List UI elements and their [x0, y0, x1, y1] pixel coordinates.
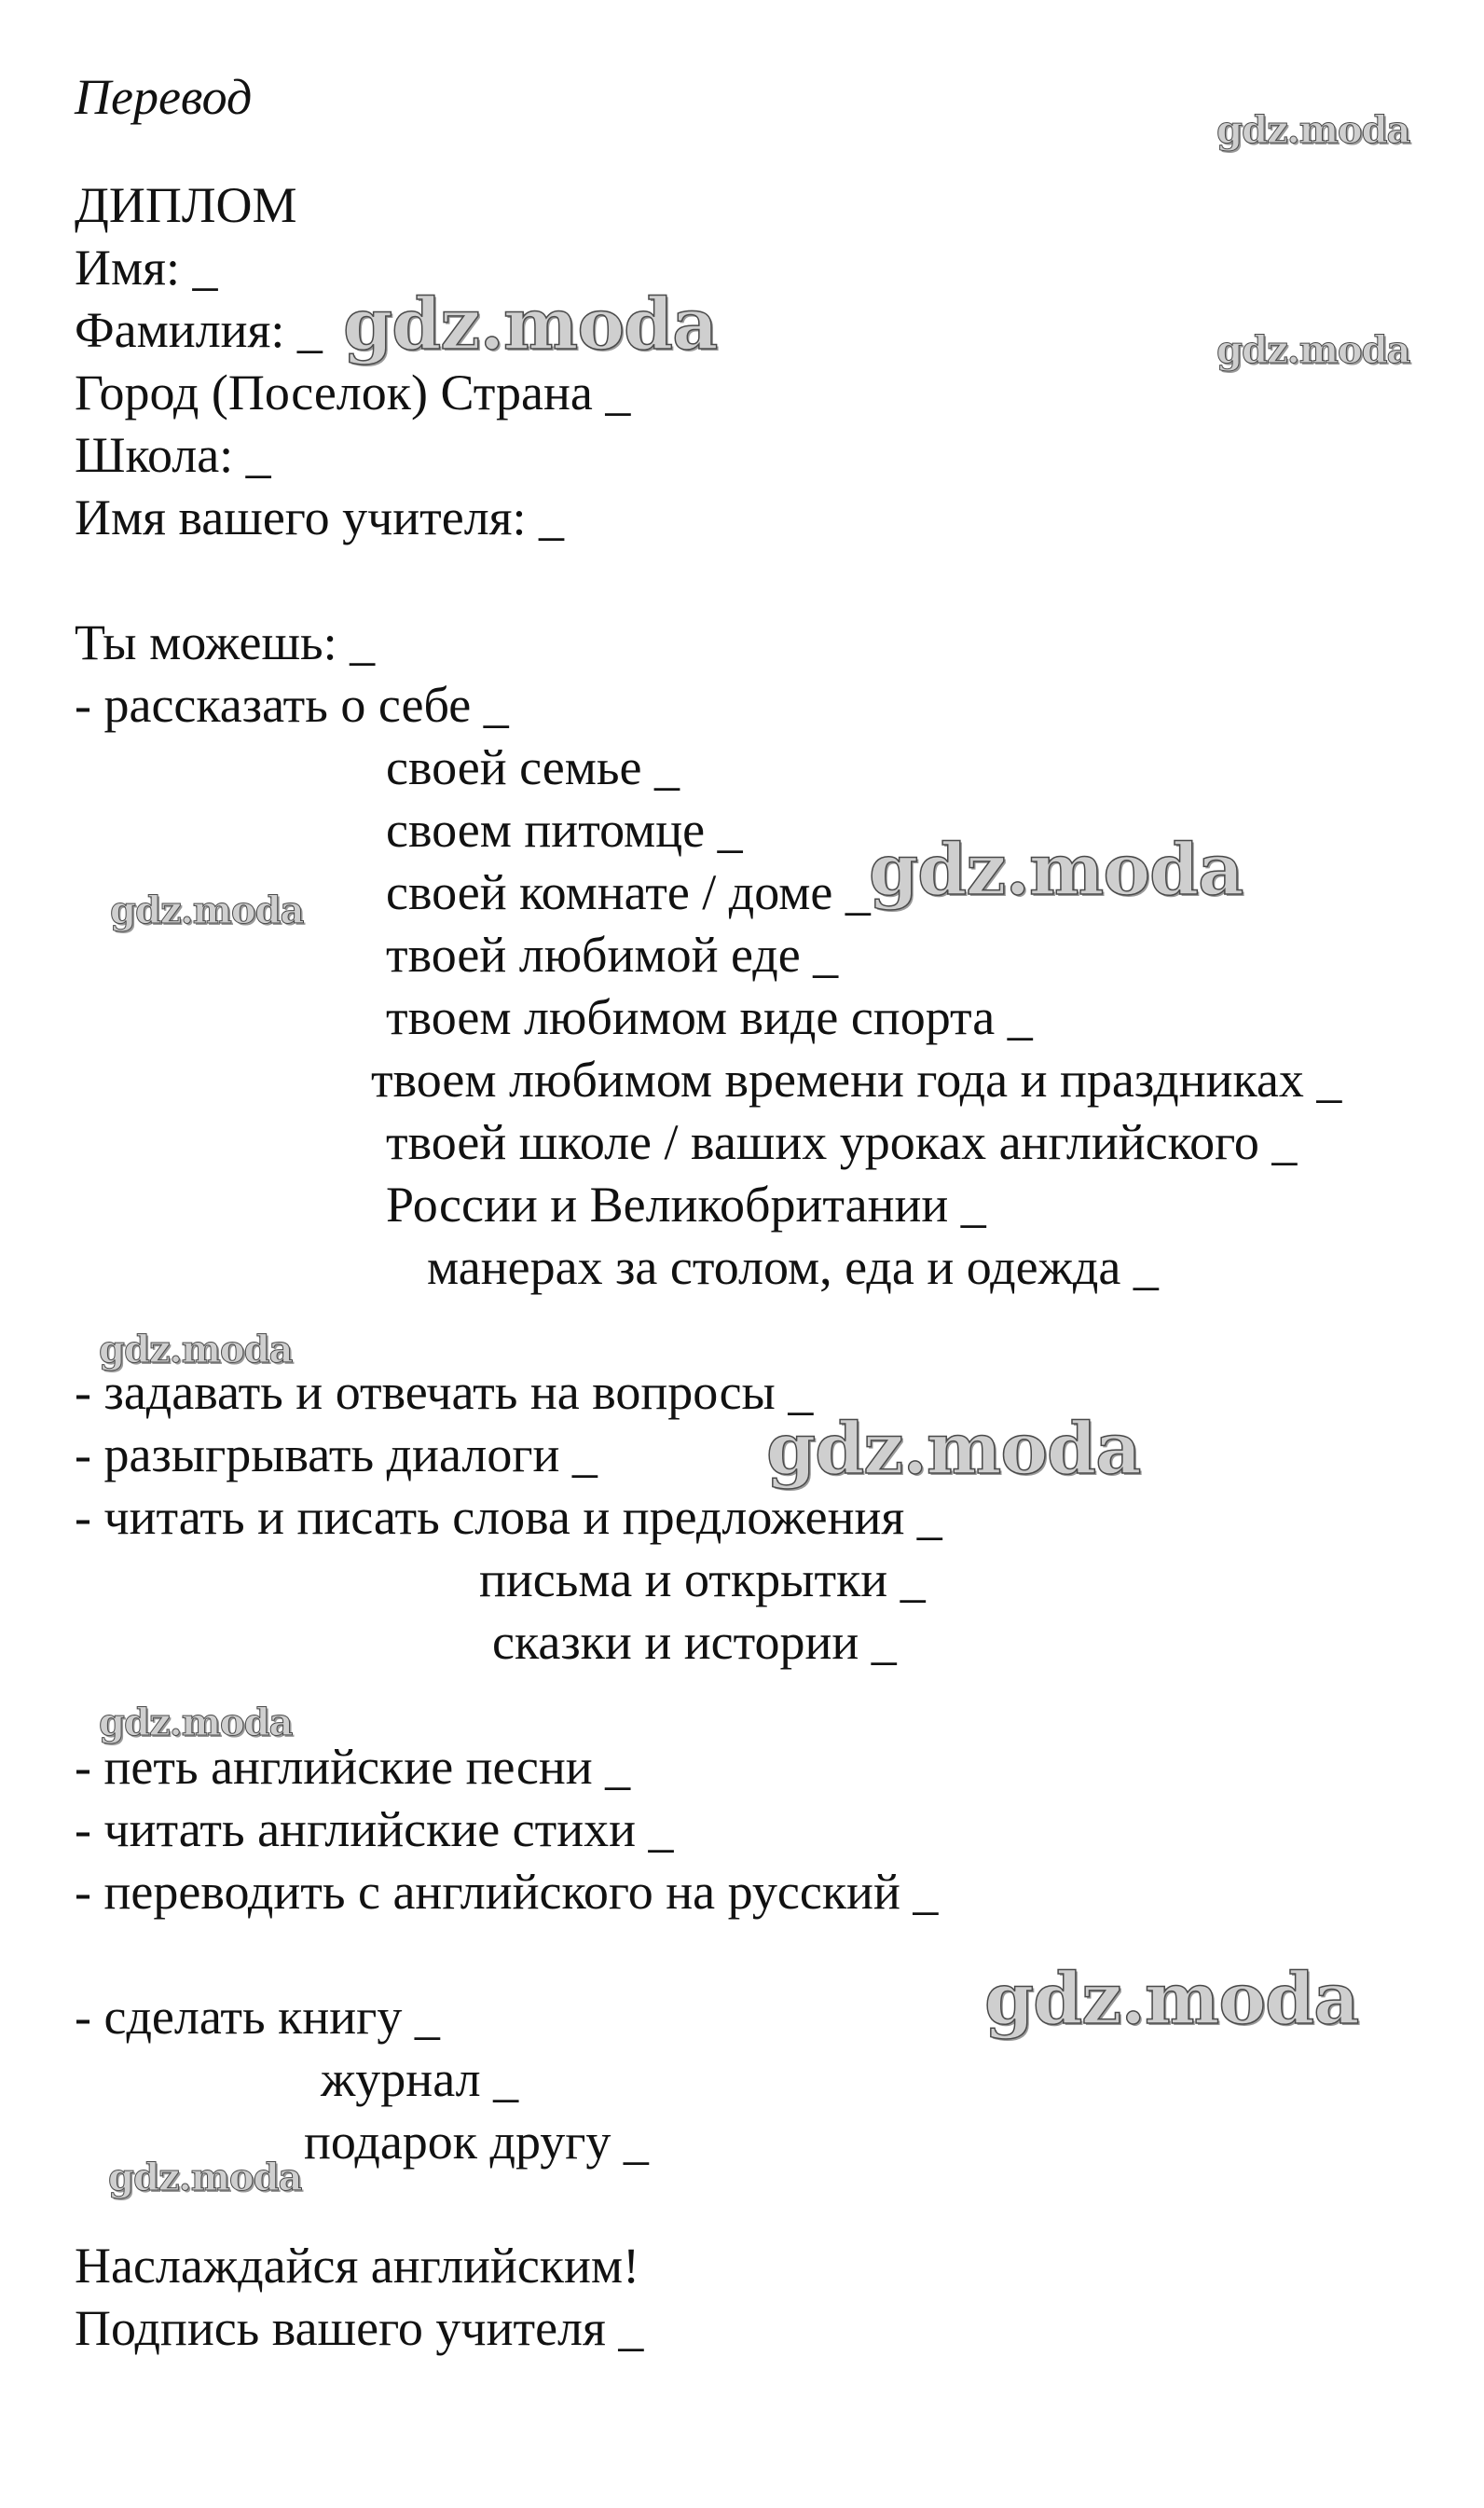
- tell-about-item: твоей школе / ваших уроках английского _: [386, 1114, 1298, 1170]
- can-intro: Ты можешь: _: [75, 614, 376, 670]
- watermark: gdz.moda: [869, 828, 1244, 911]
- watermark: gdz.moda: [1216, 108, 1410, 152]
- diploma-title: ДИПЛОМ: [75, 177, 297, 233]
- skill-item: - разыгрывать диалоги _: [75, 1426, 598, 1482]
- watermark: gdz.moda: [99, 1328, 293, 1371]
- signature-line: Подпись вашего учителя _: [75, 2300, 644, 2356]
- english-skill-item: - читать английские стихи _: [75, 1801, 674, 1857]
- city-field: Город (Поселок) Страна _: [75, 365, 631, 420]
- surname-field: Фамилия: _: [75, 302, 323, 358]
- skill-item: - задавать и отвечать на вопросы _: [75, 1364, 814, 1420]
- watermark: gdz.moda: [343, 282, 718, 365]
- teacher-field: Имя вашего учителя: _: [75, 489, 565, 545]
- tell-about-item: своей комнате / доме _: [386, 864, 871, 920]
- english-skill-item: - петь английские песни _: [75, 1739, 631, 1795]
- read-write-item: сказки и истории _: [492, 1614, 897, 1670]
- closing-line: Наслаждайся английским!: [75, 2238, 640, 2294]
- tell-about-item: твоем любимом времени года и праздниках _: [371, 1052, 1342, 1108]
- watermark: gdz.moda: [1216, 328, 1410, 372]
- make-item: подарок другу _: [304, 2114, 649, 2170]
- tell-about-item: твоем любимом виде спорта _: [386, 989, 1033, 1045]
- school-field: Школа: _: [75, 427, 271, 483]
- read-write-item: письма и открытки _: [479, 1551, 926, 1607]
- tell-about-item: манерах за столом, еда и одежда _: [427, 1239, 1159, 1295]
- watermark: gdz.moda: [766, 1407, 1141, 1490]
- make-lead: - сделать книгу _: [75, 1989, 440, 2045]
- tell-about-item: своей семье _: [386, 739, 680, 795]
- english-skill-item: - переводить с английского на русский _: [75, 1864, 939, 1920]
- watermark: gdz.moda: [110, 889, 304, 932]
- page-heading: Перевод: [75, 69, 253, 125]
- make-item: журнал _: [321, 2051, 519, 2107]
- watermark: gdz.moda: [99, 1701, 293, 1744]
- watermark: gdz.moda: [108, 2156, 302, 2199]
- skill-item: - читать и писать слова и предложения _: [75, 1489, 942, 1545]
- watermark: gdz.moda: [984, 1957, 1359, 2040]
- tell-about-item: твоей любимой еде _: [386, 927, 839, 983]
- tell-about-lead: - рассказать о себе _: [75, 677, 509, 733]
- tell-about-item: России и Великобритании _: [386, 1177, 986, 1233]
- name-field: Имя: _: [75, 240, 218, 296]
- tell-about-item: своем питомце _: [386, 802, 743, 858]
